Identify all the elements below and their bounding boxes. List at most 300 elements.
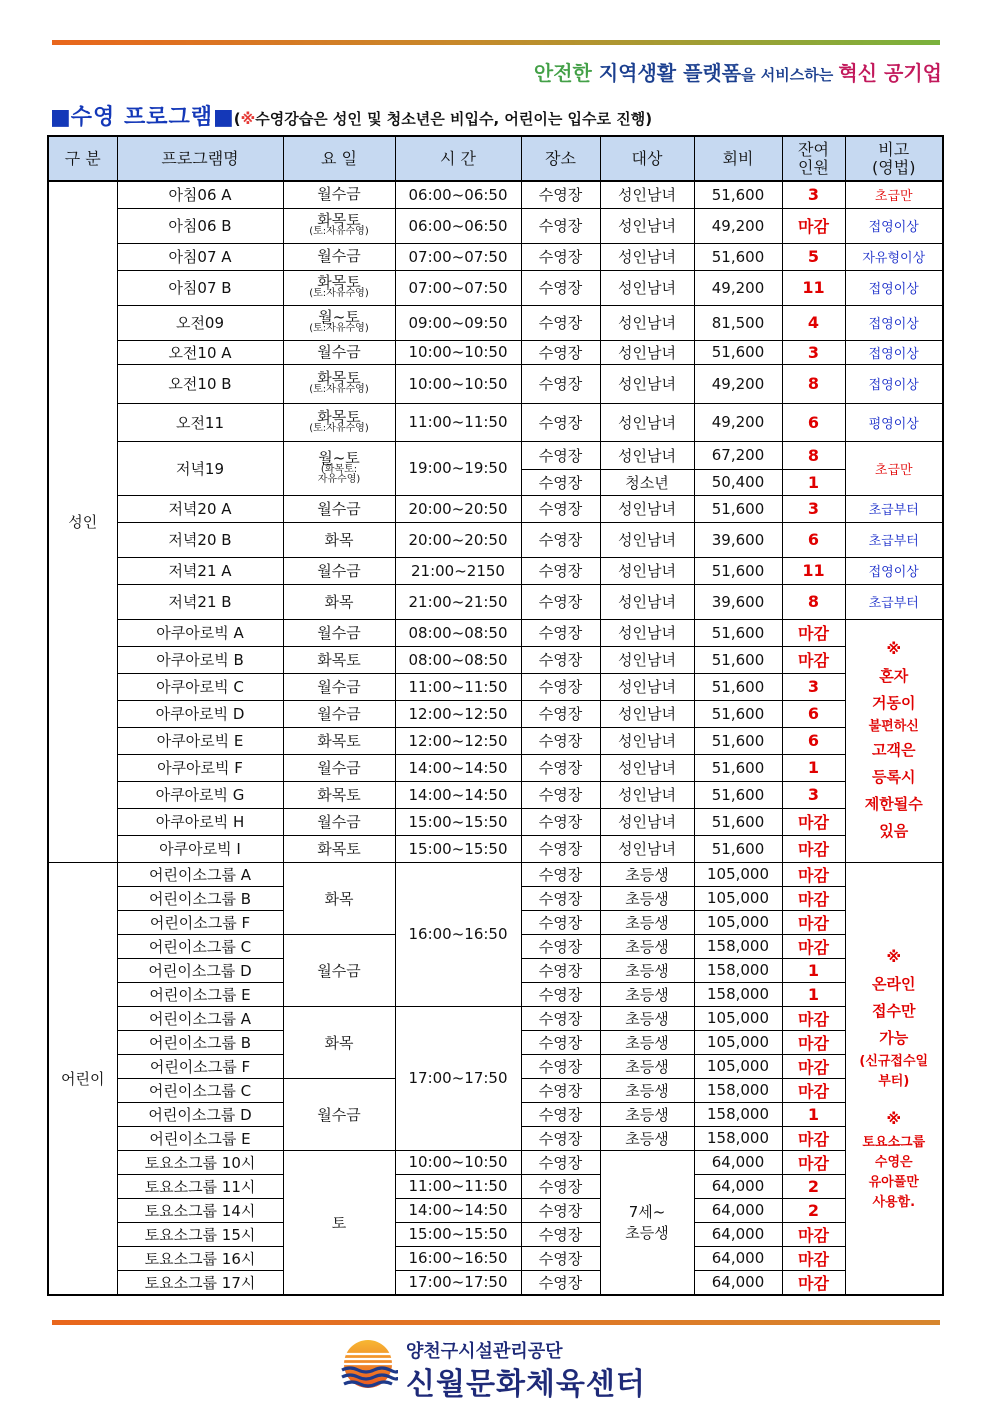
table-row	[48, 441, 943, 469]
target-cell: 초등생	[600, 1078, 694, 1102]
target-cell: 청소년	[600, 469, 694, 495]
remark-cell: 자유형이상	[845, 243, 943, 270]
remaining-count: 마감	[782, 1054, 845, 1078]
notice-line: ※	[886, 640, 902, 658]
fee-cell: 158,000	[694, 1102, 782, 1126]
days-cell: 화목토	[283, 646, 395, 673]
page-heading	[50, 100, 652, 131]
table-row	[48, 1150, 943, 1174]
place-cell: 수영장	[521, 469, 600, 495]
program-name: 아침06 A	[117, 181, 283, 208]
table-row	[48, 208, 943, 243]
time-cell: 16:00~16:50	[395, 1246, 521, 1270]
target-cell: 성인남녀	[600, 700, 694, 727]
program-name: 아쿠아로빅 G	[117, 781, 283, 808]
program-name: 토요소그룹 16시	[117, 1246, 283, 1270]
time-cell: 19:00~19:50	[395, 441, 521, 495]
target-cell: 초등생	[600, 1030, 694, 1054]
days-cell: 월수금	[283, 673, 395, 700]
target-cell: 초등생	[600, 1102, 694, 1126]
place-cell: 수영장	[521, 1006, 600, 1030]
remaining-count: 6	[782, 403, 845, 441]
time-cell: 08:00~08:50	[395, 646, 521, 673]
table-row	[48, 781, 943, 808]
notice-line: 제한될수	[864, 795, 923, 813]
remaining-count: 마감	[782, 886, 845, 910]
remaining-count: 마감	[782, 208, 845, 243]
program-name: 어린이소그룹 E	[117, 982, 283, 1006]
fee-cell: 51,600	[694, 340, 782, 364]
place-cell: 수영장	[521, 1270, 600, 1295]
header-days: 요 일	[283, 136, 395, 181]
sun-wave-logo-icon	[338, 1336, 398, 1394]
days-cell	[283, 441, 395, 495]
place-cell: 수영장	[521, 1126, 600, 1150]
remaining-count: 마감	[782, 1150, 845, 1174]
notice-line: ※	[886, 1109, 902, 1128]
days-main: 화목토	[317, 369, 361, 387]
remaining-count: 마감	[782, 862, 845, 886]
program-name: 저녁21 B	[117, 584, 283, 619]
program-name: 어린이소그룹 A	[117, 862, 283, 886]
remark-cell: 초급부터	[845, 495, 943, 522]
place-cell: 수영장	[521, 1054, 600, 1078]
remaining-count: 마감	[782, 808, 845, 835]
time-cell: 07:00~07:50	[395, 243, 521, 270]
target-cell: 성인남녀	[600, 243, 694, 270]
fee-cell: 51,600	[694, 181, 782, 208]
program-name: 어린이소그룹 B	[117, 886, 283, 910]
category-child: 어린이	[48, 862, 117, 1295]
fee-cell: 51,600	[694, 557, 782, 584]
days-cell: 화목	[283, 862, 395, 934]
slogan-part-3: 을 서비스하는	[741, 66, 839, 84]
table-row	[48, 862, 943, 886]
remaining-count: 2	[782, 1174, 845, 1198]
notice-line: 가능	[879, 1028, 909, 1047]
time-cell: 09:00~09:50	[395, 305, 521, 340]
time-cell: 10:00~10:50	[395, 340, 521, 364]
place-cell: 수영장	[521, 646, 600, 673]
remaining-count: 마감	[782, 1222, 845, 1246]
fee-cell: 158,000	[694, 958, 782, 982]
place-cell: 수영장	[521, 1102, 600, 1126]
heading-note	[234, 110, 652, 128]
place-cell: 수영장	[521, 982, 600, 1006]
time-cell: 17:00~17:50	[395, 1270, 521, 1295]
target-cell: 성인남녀	[600, 646, 694, 673]
place-cell: 수영장	[521, 754, 600, 781]
place-cell: 수영장	[521, 1246, 600, 1270]
time-cell: 06:00~06:50	[395, 181, 521, 208]
remark-cell: 접영이상	[845, 364, 943, 403]
header-place: 장소	[521, 136, 600, 181]
fee-cell: 51,600	[694, 754, 782, 781]
notice-line: 불편하신	[868, 719, 919, 734]
days-main: 화목토	[317, 273, 361, 291]
days-cell: 화목토	[283, 835, 395, 862]
fee-cell: 64,000	[694, 1150, 782, 1174]
slogan	[534, 57, 942, 86]
remaining-count: 5	[782, 243, 845, 270]
place-cell: 수영장	[521, 403, 600, 441]
table-header-row	[48, 136, 943, 181]
fee-cell: 81,500	[694, 305, 782, 340]
category-adult: 성인	[48, 181, 117, 862]
target-cell: 성인남녀	[600, 781, 694, 808]
top-divider	[52, 40, 940, 45]
days-cell	[283, 270, 395, 305]
remaining-count: 1	[782, 1102, 845, 1126]
target-cell: 초등생	[600, 958, 694, 982]
place-cell: 수영장	[521, 808, 600, 835]
note-mark: ※	[240, 110, 256, 128]
program-name: 어린이소그룹 D	[117, 958, 283, 982]
fee-cell: 105,000	[694, 1030, 782, 1054]
child-notice	[845, 862, 943, 1295]
remaining-count: 마감	[782, 934, 845, 958]
place-cell: 수영장	[521, 1150, 600, 1174]
remark-cell: 초급부터	[845, 584, 943, 619]
fee-cell: 49,200	[694, 364, 782, 403]
days-main: 월수금	[317, 342, 361, 361]
program-name: 오전11	[117, 403, 283, 441]
program-name: 아침07 A	[117, 243, 283, 270]
fee-cell: 105,000	[694, 910, 782, 934]
heading-square-right: ■	[212, 105, 234, 130]
heading-square-left: ■	[50, 105, 71, 130]
days-main: 월수금	[317, 185, 361, 204]
fee-cell: 105,000	[694, 1054, 782, 1078]
target-cell: 성인남녀	[600, 619, 694, 646]
table-row	[48, 522, 943, 557]
target-cell: 성인남녀	[600, 181, 694, 208]
fee-cell: 49,200	[694, 270, 782, 305]
target-cell: 초등생	[600, 910, 694, 934]
place-cell: 수영장	[521, 270, 600, 305]
remaining-count: 8	[782, 584, 845, 619]
target-line: 7세~	[628, 1203, 666, 1221]
remaining-count: 3	[782, 673, 845, 700]
remaining-count: 마감	[782, 1126, 845, 1150]
program-name: 어린이소그룹 F	[117, 1054, 283, 1078]
slogan-part-2: 지역생활 플랫폼	[598, 61, 742, 85]
remaining-count: 마감	[782, 1078, 845, 1102]
notice-line	[846, 1092, 943, 1106]
notice-line: ※	[886, 947, 902, 966]
time-cell: 20:00~20:50	[395, 495, 521, 522]
days-cell: 화목토	[283, 781, 395, 808]
place-cell: 수영장	[521, 584, 600, 619]
place-cell: 수영장	[521, 862, 600, 886]
days-cell: 월수금	[283, 557, 395, 584]
header-category: 구 분	[48, 136, 117, 181]
time-cell: 10:00~10:50	[395, 1150, 521, 1174]
target-cell: 성인남녀	[600, 208, 694, 243]
remark-cell: 초급만	[845, 181, 943, 208]
notice-line: 거동이	[872, 694, 916, 712]
target-cell: 성인남녀	[600, 403, 694, 441]
remaining-count: 1	[782, 754, 845, 781]
table-row	[48, 754, 943, 781]
remaining-count: 1	[782, 958, 845, 982]
days-sub: (토:자유수영)	[309, 323, 369, 334]
fee-cell: 105,000	[694, 862, 782, 886]
table-row	[48, 1246, 943, 1270]
target-cell: 성인남녀	[600, 584, 694, 619]
time-cell: 11:00~11:50	[395, 673, 521, 700]
remaining-count: 3	[782, 340, 845, 364]
time-cell: 17:00~17:50	[395, 1006, 521, 1150]
target-cell: 초등생	[600, 934, 694, 958]
target-cell: 성인남녀	[600, 495, 694, 522]
table-row	[48, 364, 943, 403]
table-row	[48, 646, 943, 673]
place-cell: 수영장	[521, 910, 600, 934]
program-name: 오전10 B	[117, 364, 283, 403]
time-cell: 07:00~07:50	[395, 270, 521, 305]
remaining-count: 마감	[782, 910, 845, 934]
header-target: 대상	[600, 136, 694, 181]
program-name: 어린이소그룹 A	[117, 1006, 283, 1030]
notice-line: 접수만	[872, 1001, 916, 1020]
target-cell: 성인남녀	[600, 835, 694, 862]
fee-cell: 49,200	[694, 208, 782, 243]
table-row	[48, 1270, 943, 1295]
target-cell: 초등생	[600, 1006, 694, 1030]
time-cell: 20:00~20:50	[395, 522, 521, 557]
org-name: 양천구시설관리공단	[406, 1341, 563, 1362]
program-name: 어린이소그룹 D	[117, 1102, 283, 1126]
header-time: 시 간	[395, 136, 521, 181]
fee-cell: 39,600	[694, 584, 782, 619]
fee-cell: 64,000	[694, 1198, 782, 1222]
days-sub: (토:자유수영)	[309, 422, 369, 434]
place-cell: 수영장	[521, 1198, 600, 1222]
fee-cell: 51,600	[694, 835, 782, 862]
table-row	[48, 619, 943, 646]
remaining-count: 3	[782, 781, 845, 808]
days-cell	[283, 340, 395, 364]
target-cell: 성인남녀	[600, 754, 694, 781]
table-row	[48, 340, 943, 364]
time-cell: 06:00~06:50	[395, 208, 521, 243]
place-cell: 수영장	[521, 781, 600, 808]
remaining-count: 마감	[782, 1030, 845, 1054]
remaining-count: 3	[782, 181, 845, 208]
time-cell: 15:00~15:50	[395, 808, 521, 835]
header-program: 프로그램명	[117, 136, 283, 181]
time-cell: 08:00~08:50	[395, 619, 521, 646]
table-row	[48, 557, 943, 584]
notice-line: 온라인	[872, 974, 916, 993]
program-name: 어린이소그룹 F	[117, 910, 283, 934]
remaining-count: 마감	[782, 1246, 845, 1270]
notice-line: (신규접수일	[859, 1053, 929, 1069]
fee-cell: 51,600	[694, 646, 782, 673]
remaining-count: 1	[782, 469, 845, 495]
fee-cell: 64,000	[694, 1246, 782, 1270]
program-name: 아침07 B	[117, 270, 283, 305]
remaining-count: 마감	[782, 646, 845, 673]
program-name: 저녁19	[117, 441, 283, 495]
program-name: 오전09	[117, 305, 283, 340]
fee-cell: 51,600	[694, 700, 782, 727]
target-cell: 성인남녀	[600, 270, 694, 305]
table-row	[48, 1198, 943, 1222]
remaining-count: 8	[782, 441, 845, 469]
place-cell: 수영장	[521, 886, 600, 910]
days-cell: 화목	[283, 522, 395, 557]
slogan-part-4: 혁신 공기업	[838, 61, 942, 85]
fee-cell: 50,400	[694, 469, 782, 495]
target-cell: 초등생	[600, 886, 694, 910]
target-cell: 성인남녀	[600, 522, 694, 557]
remaining-count: 2	[782, 1198, 845, 1222]
program-name: 어린이소그룹 B	[117, 1030, 283, 1054]
target-cell: 성인남녀	[600, 441, 694, 469]
days-cell: 월수금	[283, 495, 395, 522]
fee-cell: 158,000	[694, 1126, 782, 1150]
days-cell	[283, 305, 395, 340]
time-cell: 15:00~15:50	[395, 835, 521, 862]
remark-cell: 접영이상	[845, 270, 943, 305]
notice-line: 혼자	[879, 667, 909, 685]
days-cell	[283, 403, 395, 441]
table-row	[48, 700, 943, 727]
place-cell: 수영장	[521, 673, 600, 700]
time-cell: 10:00~10:50	[395, 364, 521, 403]
note-text: 수영강습은 성인 및 청소년은 비입수, 어린이는 입수로 진행)	[255, 110, 653, 128]
time-cell: 14:00~14:50	[395, 754, 521, 781]
target-cell: 성인남녀	[600, 340, 694, 364]
place-cell: 수영장	[521, 305, 600, 340]
fee-cell: 51,600	[694, 808, 782, 835]
program-name: 아쿠아로빅 E	[117, 727, 283, 754]
time-cell: 14:00~14:50	[395, 1198, 521, 1222]
days-main: 월수금	[317, 247, 361, 265]
schedule-table	[47, 135, 944, 1296]
days-cell: 화목	[283, 584, 395, 619]
notice-line: 유아풀만	[868, 1174, 919, 1190]
notice-line: 있음	[879, 822, 909, 840]
remaining-count: 8	[782, 364, 845, 403]
fee-cell: 158,000	[694, 982, 782, 1006]
place-cell: 수영장	[521, 934, 600, 958]
remaining-count: 6	[782, 700, 845, 727]
header-remaining-2: 인원	[798, 157, 829, 177]
place-cell: 수영장	[521, 364, 600, 403]
table-row	[48, 584, 943, 619]
notice-line: 사용함.	[872, 1194, 916, 1210]
header-remaining	[782, 136, 845, 181]
header-remarks-2: (영법)	[872, 157, 916, 177]
remark-cell: 접영이상	[845, 208, 943, 243]
remaining-count: 1	[782, 982, 845, 1006]
header-remaining-1: 잔여	[798, 139, 829, 159]
place-cell: 수영장	[521, 1222, 600, 1246]
days-sub: 자유수영)	[317, 473, 361, 485]
place-cell: 수영장	[521, 835, 600, 862]
days-cell: 월수금	[283, 934, 395, 1006]
target-cell: 초등생	[600, 1054, 694, 1078]
place-cell: 수영장	[521, 727, 600, 754]
days-cell: 월수금	[283, 754, 395, 781]
table-body	[48, 181, 943, 1295]
program-name: 아쿠아로빅 F	[117, 754, 283, 781]
place-cell: 수영장	[521, 958, 600, 982]
remaining-count: 11	[782, 557, 845, 584]
table-row	[48, 181, 943, 208]
table-row	[48, 495, 943, 522]
place-cell: 수영장	[521, 208, 600, 243]
days-cell: 월수금	[283, 619, 395, 646]
notice-line: 등록시	[872, 768, 916, 786]
fee-cell: 64,000	[694, 1222, 782, 1246]
place-cell: 수영장	[521, 557, 600, 584]
remaining-count: 6	[782, 522, 845, 557]
program-name: 아쿠아로빅 D	[117, 700, 283, 727]
table-row	[48, 305, 943, 340]
remark-cell: 접영이상	[845, 340, 943, 364]
remark-cell: 초급만	[845, 441, 943, 495]
target-line: 초등생	[625, 1224, 669, 1242]
place-cell: 수영장	[521, 1174, 600, 1198]
note-open: (	[233, 110, 241, 128]
days-main: 화목토	[317, 407, 361, 426]
program-name: 오전10 A	[117, 340, 283, 364]
fee-cell: 51,600	[694, 243, 782, 270]
time-cell: 21:00~2150	[395, 557, 521, 584]
aqua-notice	[845, 619, 943, 862]
time-cell: 15:00~15:50	[395, 1222, 521, 1246]
notice-line: 토요소그룹	[862, 1134, 926, 1150]
header-remarks	[845, 136, 943, 181]
days-sub: (토:자유수영)	[309, 226, 369, 237]
place-cell: 수영장	[521, 700, 600, 727]
days-sub: (화목토:	[320, 463, 358, 475]
days-cell	[283, 364, 395, 403]
program-name: 토요소그룹 14시	[117, 1198, 283, 1222]
table-row	[48, 1222, 943, 1246]
program-name: 어린이소그룹 C	[117, 934, 283, 958]
fee-cell: 51,600	[694, 727, 782, 754]
table-row	[48, 243, 943, 270]
table-row	[48, 1006, 943, 1030]
remaining-count: 마감	[782, 1006, 845, 1030]
fee-cell: 158,000	[694, 934, 782, 958]
days-main: 월~토	[318, 308, 360, 326]
remaining-count: 11	[782, 270, 845, 305]
days-cell: 토	[283, 1150, 395, 1295]
days-cell: 화목	[283, 1006, 395, 1078]
target-cell: 성인남녀	[600, 305, 694, 340]
program-name: 어린이소그룹 C	[117, 1078, 283, 1102]
program-name: 저녁20 A	[117, 495, 283, 522]
fee-cell: 51,600	[694, 673, 782, 700]
remaining-count: 3	[782, 495, 845, 522]
fee-cell: 64,000	[694, 1174, 782, 1198]
fee-cell: 51,600	[694, 781, 782, 808]
target-cell: 초등생	[600, 982, 694, 1006]
program-name: 토요소그룹 15시	[117, 1222, 283, 1246]
days-cell: 화목토	[283, 727, 395, 754]
table-row	[48, 673, 943, 700]
place-cell: 수영장	[521, 243, 600, 270]
place-cell: 수영장	[521, 522, 600, 557]
days-sub: (토:자유수영)	[309, 288, 369, 299]
time-cell: 11:00~11:50	[395, 403, 521, 441]
